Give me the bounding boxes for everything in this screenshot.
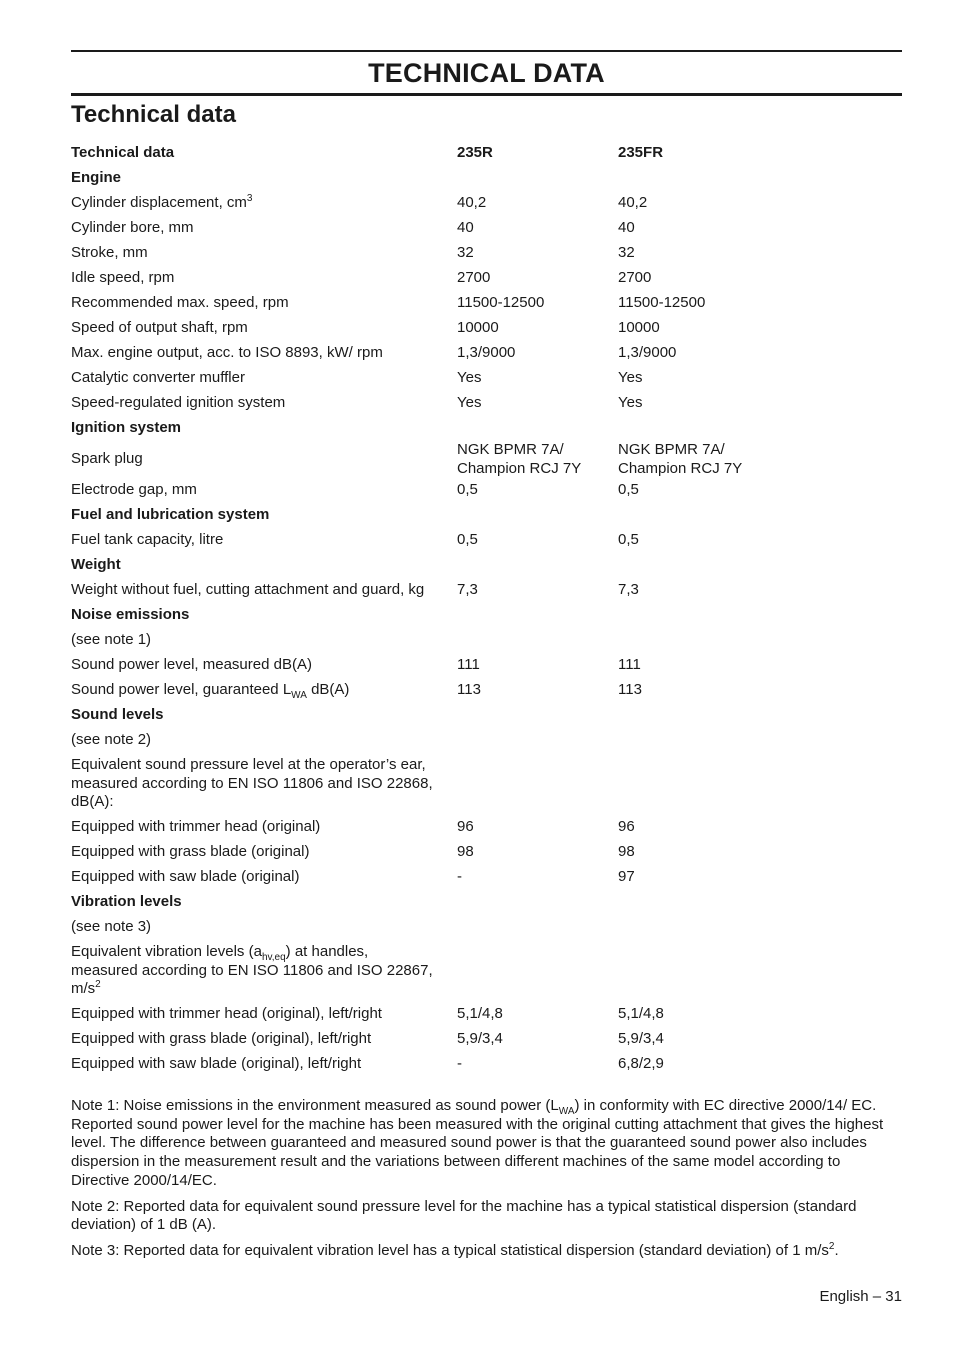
row-label: Max. engine output, acc. to ISO 8893, kW/ rpm	[71, 344, 383, 362]
value-235r: 113	[457, 681, 481, 699]
table-row	[71, 628, 902, 653]
row-label: Sound power level, guaranteed $L_{WA}$ dB(A)	[71, 681, 350, 702]
section-heading: Vibration levels	[71, 893, 182, 911]
value-235r: 111	[457, 656, 480, 674]
value-235fr: 11500-12500	[618, 294, 706, 312]
value-235r: 5,9/3,4	[457, 1030, 503, 1048]
table-section-row	[71, 703, 902, 728]
row-label: Equivalent vibration levels $(a_{hv,eq})$ at handles, measured according to EN ISO 11806 and ISO 22867, $m/s^2$	[71, 943, 433, 998]
value-235r: 96	[457, 818, 474, 836]
value-235r: Yes	[457, 394, 482, 412]
section-heading: Noise emissions	[71, 606, 190, 624]
row-label: Equivalent sound pressure level at the operator’s ear, measured according to EN ISO 11806 and ISO 22868, dB(A):	[71, 756, 433, 811]
section-heading: Weight	[71, 556, 121, 574]
value-235r: 1,3/9000	[457, 344, 516, 362]
table-row	[71, 678, 902, 703]
table-body	[71, 166, 902, 1077]
table-row	[71, 191, 902, 216]
value-235fr: Yes	[618, 369, 643, 387]
table-row	[71, 728, 902, 753]
row-label: Equipped with trimmer head (original), left/right	[71, 1005, 382, 1023]
table-row	[71, 478, 902, 503]
section-heading: Sound levels	[71, 706, 164, 724]
page-title: Technical data	[71, 101, 236, 128]
row-label: (see note 2)	[71, 731, 152, 749]
row-label: Fuel tank capacity, litre	[71, 531, 224, 549]
row-label: Electrode gap, mm	[71, 481, 197, 499]
table-section-row	[71, 503, 902, 528]
row-label: Spark plug	[71, 450, 143, 468]
table-row	[71, 266, 902, 291]
table-row	[71, 391, 902, 416]
value-235fr: 10000	[618, 319, 660, 337]
table-row	[71, 528, 902, 553]
value-235r: 0,5	[457, 481, 478, 499]
table-row	[71, 940, 902, 1002]
value-235r: 98	[457, 843, 474, 861]
value-235fr: 98	[618, 843, 635, 861]
row-label: Equipped with saw blade (original), left/right	[71, 1055, 362, 1073]
value-235fr: 5,1/4,8	[618, 1005, 664, 1023]
value-235r: 10000	[457, 319, 499, 337]
table-row	[71, 316, 902, 341]
value-235r: -	[457, 868, 462, 886]
table-row	[71, 1027, 902, 1052]
table-row	[71, 341, 902, 366]
value-235r: 5,1/4,8	[457, 1005, 503, 1023]
column-header-235r: 235R	[457, 144, 493, 162]
row-label: Stroke, mm	[71, 244, 148, 262]
value-235fr: 97	[618, 868, 635, 886]
table-row	[71, 653, 902, 678]
value-235fr: 40,2	[618, 194, 648, 212]
table-section-row	[71, 166, 902, 191]
table-section-row	[71, 603, 902, 628]
table-row	[71, 815, 902, 840]
row-label: Speed-regulated ignition system	[71, 394, 286, 412]
section-heading: Fuel and lubrication system	[71, 506, 270, 524]
value-235fr: 111	[618, 656, 641, 674]
value-235fr: 96	[618, 818, 635, 836]
value-235fr: 40	[618, 219, 635, 237]
value-235fr: 0,5	[618, 531, 639, 549]
table-row	[71, 366, 902, 391]
value-235r: NGK BPMR 7A/ Champion RCJ 7Y	[457, 441, 582, 477]
value-235fr: 0,5	[618, 481, 639, 499]
note-1: Note 1: Noise emissions in the environment measured as sound power $(L_{WA})$ in conformity with EC directive 2000/14/ EC. Reported sound power level for the machine has been measured with the original cutting attachment that gives the highest level. The difference between guaranteed and measured sound power is that the guaranteed sound power also includes dispersion in the measurement result and the variations between different machines of the same model according to Directive 2000/14/EC.	[71, 1097, 884, 1189]
value-235r: 11500-12500	[457, 294, 545, 312]
value-235fr: 6,8/2,9	[618, 1055, 664, 1073]
table-section-row	[71, 890, 902, 915]
value-235fr: 7,3	[618, 581, 639, 599]
table-section-row	[71, 553, 902, 578]
value-235fr: 5,9/3,4	[618, 1030, 664, 1048]
table-row	[71, 441, 902, 478]
row-label: Recommended max. speed, rpm	[71, 294, 289, 312]
table-row	[71, 840, 902, 865]
row-label: Weight without fuel, cutting attachment and guard, kg	[71, 581, 425, 599]
note-2: Note 2: Reported data for equivalent sound pressure level for the machine has a typical statistical dispersion (standard deviation) of 1 dB (A).	[71, 1197, 857, 1234]
row-label: Equipped with grass blade (original), left/right	[71, 1030, 372, 1048]
row-label: Equipped with trimmer head (original)	[71, 818, 321, 836]
notes-section	[71, 1097, 902, 1268]
row-label: Cylinder bore, mm	[71, 219, 194, 237]
row-label: (see note 1)	[71, 631, 152, 649]
value-235r: -	[457, 1055, 462, 1073]
table-row	[71, 241, 902, 266]
row-label: Catalytic converter muffler	[71, 369, 245, 387]
value-235r: 40	[457, 219, 474, 237]
row-label: Sound power level, measured dB(A)	[71, 656, 312, 674]
row-label: Idle speed, rpm	[71, 269, 175, 287]
table-header-row	[71, 141, 902, 166]
banner-rule	[71, 93, 902, 96]
value-235r: 40,2	[457, 194, 487, 212]
value-235r: 7,3	[457, 581, 478, 599]
row-label: Equipped with grass blade (original)	[71, 843, 310, 861]
value-235fr: Yes	[618, 394, 643, 412]
table-row	[71, 578, 902, 603]
value-235r: 32	[457, 244, 474, 262]
page-number: English – 31	[819, 1288, 902, 1305]
value-235fr: 2700	[618, 269, 652, 287]
table-row	[71, 865, 902, 890]
table-row	[71, 291, 902, 316]
section-heading: Engine	[71, 169, 122, 187]
table-row	[71, 1002, 902, 1027]
table-row	[71, 915, 902, 940]
value-235fr: 32	[618, 244, 635, 262]
value-235r: 0,5	[457, 531, 478, 549]
row-label: Equipped with saw blade (original)	[71, 868, 300, 886]
row-label: Speed of output shaft, rpm	[71, 319, 248, 337]
value-235fr: 1,3/9000	[618, 344, 677, 362]
row-label: (see note 3)	[71, 918, 152, 936]
value-235fr: 113	[618, 681, 642, 699]
note-3: Note 3: Reported data for equivalent vibration level has a typical statistical dispersion (standard deviation) of 1 $m/s^2$.	[71, 1240, 839, 1259]
table-row	[71, 216, 902, 241]
chapter-banner: TECHNICAL DATA	[368, 58, 605, 88]
row-label: Cylinder displacement, $cm^3$	[71, 193, 253, 212]
value-235r: 2700	[457, 269, 491, 287]
table-section-row	[71, 416, 902, 441]
column-header-235fr: 235FR	[618, 144, 664, 162]
column-header-label: Technical data	[71, 144, 175, 162]
technical-data-table	[71, 141, 902, 1077]
value-235r: Yes	[457, 369, 482, 387]
value-235fr: NGK BPMR 7A/ Champion RCJ 7Y	[618, 441, 743, 477]
top-rule	[71, 50, 902, 52]
table-row	[71, 753, 902, 815]
table-row	[71, 1052, 902, 1077]
section-heading: Ignition system	[71, 419, 182, 437]
